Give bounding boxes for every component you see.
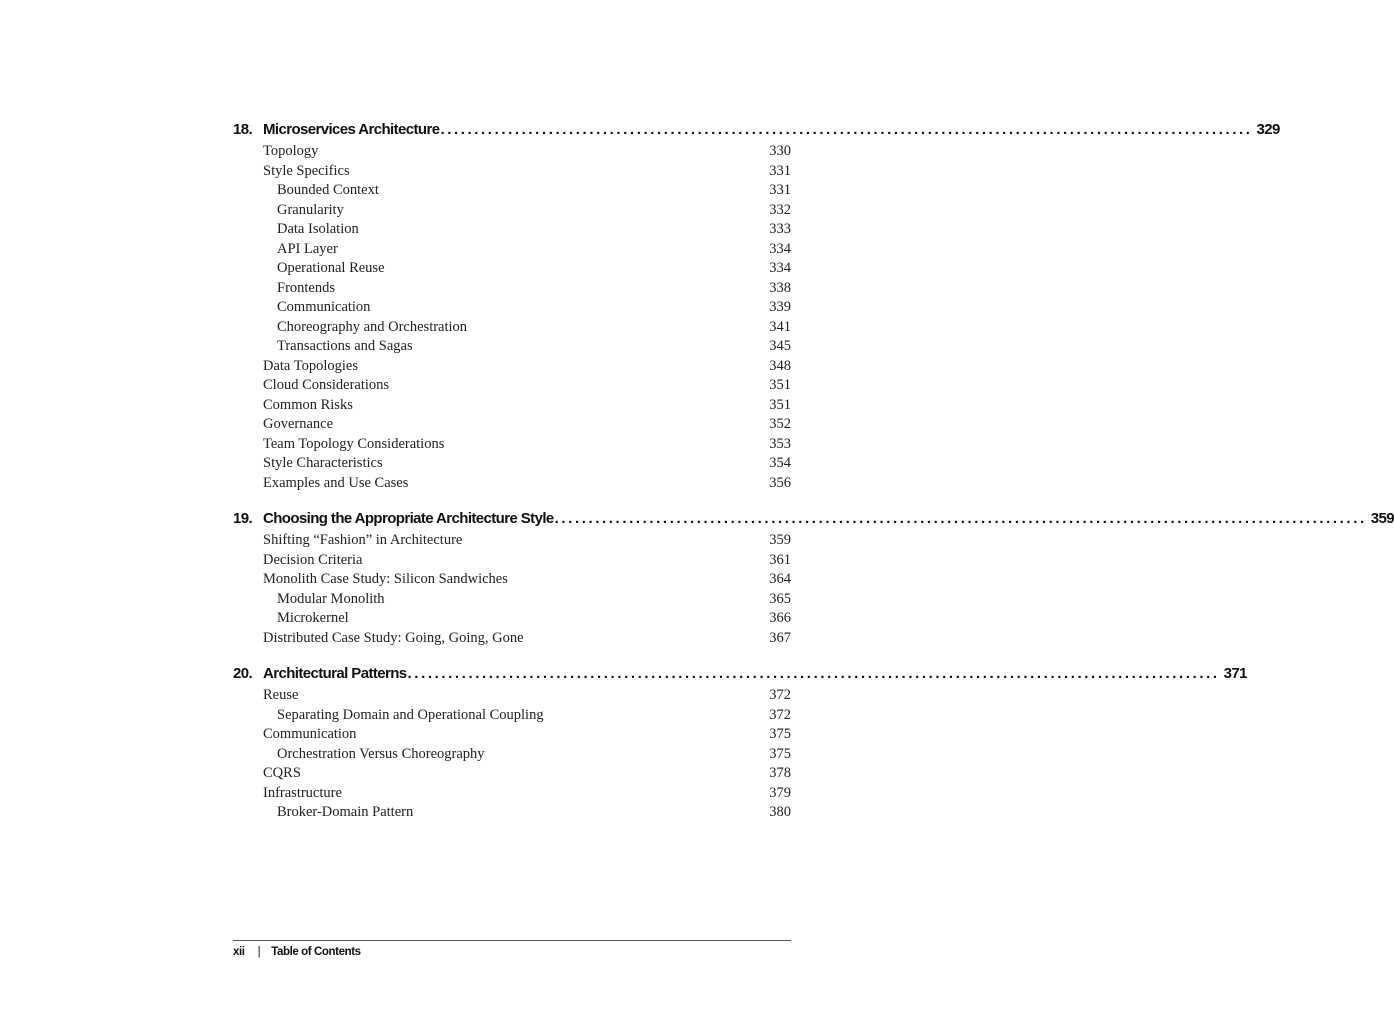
chapter-page-number: 359 [1370, 510, 1394, 527]
entry-title: Governance [263, 416, 334, 432]
chapter-number: 19. [233, 510, 253, 527]
entry-title: Cloud Considerations [263, 377, 390, 393]
chapter-heading[interactable] [233, 510, 1394, 532]
dot-leader: ........................................................................................................................ [440, 121, 1253, 138]
entry-title: Communication [277, 299, 371, 315]
entry-page-number: 380 [769, 804, 791, 820]
entry-page-number: 338 [769, 279, 791, 296]
toc-entry[interactable] [233, 726, 791, 746]
entry-page-number: 341 [769, 318, 791, 335]
toc-entry[interactable] [233, 358, 791, 378]
toc-subentry[interactable] [233, 260, 791, 280]
entry-page-number: 379 [769, 784, 791, 801]
chapter-number: 18. [233, 121, 253, 138]
toc-subentry[interactable] [233, 610, 791, 630]
toc-entry[interactable] [233, 552, 791, 572]
entry-title: Separating Domain and Operational Coupling [277, 706, 544, 723]
toc-subentry[interactable] [233, 221, 791, 241]
chapter-page-number: 371 [1223, 665, 1247, 682]
entry-page-number: 372 [769, 687, 791, 703]
entry-page-number: 345 [769, 338, 791, 354]
toc-entry[interactable] [233, 532, 791, 552]
footer-section-title: Table of Contents [271, 946, 361, 958]
entry-title: Distributed Case Study: Going, Going, Gone [263, 629, 524, 646]
toc-subentry[interactable] [233, 182, 791, 202]
entry-page-number: 367 [769, 629, 791, 646]
entry-title: Operational Reuse [277, 260, 385, 276]
footer-page-number: xii [233, 946, 245, 958]
chapter-heading[interactable] [233, 121, 1280, 143]
chapter-section [233, 665, 1247, 824]
chapter-heading[interactable] [233, 665, 1247, 687]
toc-subentry[interactable] [233, 338, 791, 358]
entry-page-number: 356 [769, 474, 791, 491]
entry-title: Broker-Domain Pattern [277, 804, 414, 820]
entry-title: Orchestration Versus Choreography [277, 745, 485, 762]
toc-subentry[interactable] [233, 241, 791, 261]
toc-entry[interactable] [233, 571, 791, 591]
toc-subentry[interactable] [233, 202, 791, 222]
page-footer [233, 940, 791, 958]
toc-subentry[interactable] [233, 804, 791, 824]
toc-entry[interactable] [233, 475, 791, 495]
toc-entry[interactable] [233, 397, 791, 417]
chapter-section [233, 121, 1280, 494]
entry-title: API Layer [277, 240, 338, 257]
toc-subentry[interactable] [233, 319, 791, 339]
entry-title: Communication [263, 726, 357, 742]
entry-page-number: 352 [769, 416, 791, 432]
entry-title: Monolith Case Study: Silicon Sandwiches [263, 571, 508, 587]
toc-entry[interactable] [233, 436, 791, 456]
toc-entry[interactable] [233, 455, 791, 475]
entry-title: Common Risks [263, 396, 353, 413]
entry-page-number: 351 [769, 377, 791, 393]
toc-subentry[interactable] [233, 591, 791, 611]
entry-page-number: 365 [769, 590, 791, 607]
entry-title: Data Topologies [263, 357, 358, 374]
toc-entry[interactable] [233, 377, 791, 397]
toc-entry[interactable] [233, 163, 791, 183]
entry-page-number: 331 [769, 182, 791, 198]
entry-title: Style Specifics [263, 162, 350, 179]
entry-title: Bounded Context [277, 182, 379, 198]
entry-page-number: 353 [769, 435, 791, 452]
chapter-title: Architectural Patterns [263, 665, 407, 682]
footer-separator: | [257, 946, 261, 958]
entry-page-number: 330 [769, 143, 791, 159]
entry-page-number: 361 [769, 551, 791, 568]
entry-title: Transactions and Sagas [277, 338, 413, 354]
toc-entry[interactable] [233, 416, 791, 436]
entry-title: Frontends [277, 279, 335, 296]
entry-title: Data Isolation [277, 221, 359, 237]
entry-title: Choreography and Orchestration [277, 318, 468, 335]
entry-page-number: 334 [769, 240, 791, 257]
entry-page-number: 351 [769, 396, 791, 413]
toc-entry[interactable] [233, 765, 791, 785]
entry-page-number: 333 [769, 221, 791, 237]
entry-page-number: 375 [769, 726, 791, 742]
chapter-title: Microservices Architecture [263, 121, 440, 138]
entry-title: CQRS [263, 765, 301, 781]
toc-entry[interactable] [233, 630, 791, 650]
toc-entry[interactable] [233, 687, 791, 707]
entry-title: Team Topology Considerations [263, 435, 445, 452]
entry-title: Examples and Use Cases [263, 474, 409, 491]
toc-subentry[interactable] [233, 746, 791, 766]
entry-page-number: 372 [769, 706, 791, 723]
toc-subentry[interactable] [233, 707, 791, 727]
entry-page-number: 378 [769, 765, 791, 781]
entry-page-number: 359 [769, 532, 791, 548]
entry-page-number: 334 [769, 260, 791, 276]
chapter-title: Choosing the Appropriate Architecture Style [263, 510, 554, 527]
entry-title: Infrastructure [263, 784, 342, 801]
table-of-contents [233, 121, 1394, 840]
entry-page-number: 375 [769, 745, 791, 762]
entry-title: Topology [263, 143, 319, 159]
entry-title: Reuse [263, 687, 299, 703]
chapter-number: 20. [233, 665, 253, 682]
entry-page-number: 364 [769, 571, 791, 587]
entry-title: Microkernel [277, 610, 349, 626]
chapter-page-number: 329 [1256, 121, 1280, 138]
toc-subentry[interactable] [233, 280, 791, 300]
dot-leader: ........................................................................................................................ [407, 665, 1220, 682]
toc-entry[interactable] [233, 143, 791, 163]
entry-page-number: 366 [769, 610, 791, 626]
toc-entry[interactable] [233, 785, 791, 805]
chapter-section [233, 510, 1394, 649]
entry-page-number: 332 [769, 201, 791, 218]
entry-title: Decision Criteria [263, 551, 363, 568]
entry-page-number: 348 [769, 357, 791, 374]
toc-subentry[interactable] [233, 299, 791, 319]
entry-page-number: 339 [769, 299, 791, 315]
dot-leader: ........................................................................................................................ [554, 510, 1367, 527]
entry-title: Shifting “Fashion” in Architecture [263, 532, 463, 548]
entry-page-number: 331 [769, 162, 791, 179]
entry-page-number: 354 [769, 455, 791, 471]
entry-title: Style Characteristics [263, 455, 383, 471]
entry-title: Modular Monolith [277, 590, 385, 607]
entry-title: Granularity [277, 201, 344, 218]
